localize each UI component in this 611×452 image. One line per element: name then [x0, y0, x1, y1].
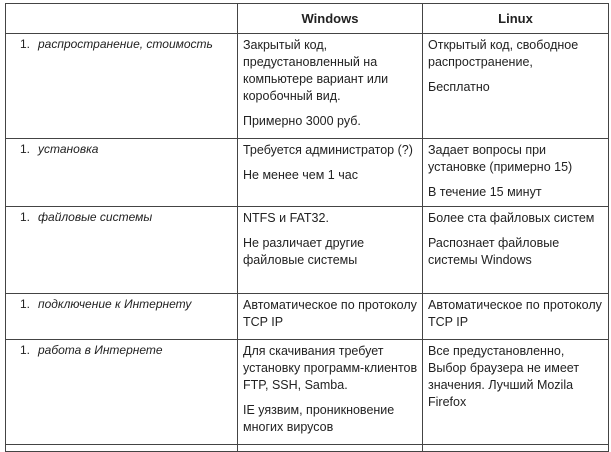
windows-text: IE уязвим, проникновение многих вирусов [243, 403, 395, 434]
table-row [6, 207, 609, 294]
table-row [6, 34, 609, 139]
linux-text: Задает вопросы при установке (примерно 15) [428, 143, 573, 174]
windows-text: Не различает другие файловые системы [243, 236, 365, 267]
linux-text: В течение 15 минут [428, 185, 542, 199]
table-row [6, 139, 609, 207]
criterion-cell [6, 340, 238, 445]
header-row [6, 4, 609, 34]
windows-text: Требуется администратор (?) [243, 143, 413, 157]
criterion-cell [6, 294, 238, 340]
windows-cell [238, 139, 423, 207]
criterion-cell [6, 139, 238, 207]
windows-cell [238, 340, 423, 445]
criterion-cell [6, 207, 238, 294]
linux-text: Автоматическое по протоколу TCP IP [428, 298, 602, 329]
windows-cell [238, 34, 423, 139]
linux-cell [423, 34, 609, 139]
linux-text: Все предустановленно, Выбор браузера не имеет значения. Лучший Mozila Firefox [428, 344, 580, 409]
criterion-label: файловые системы [38, 210, 153, 224]
criterion-label: установка [38, 142, 99, 156]
windows-text: Для скачивания требует установку программ-клиентов FTP, SSH, Samba. [243, 344, 418, 392]
windows-text: Закрытый код, предустановленный на компьютере вариант или коробочный вид. [243, 38, 389, 103]
row-number: 1. [20, 37, 31, 51]
criterion-label: подключение к Интернету [38, 297, 192, 311]
linux-text: Более ста файловых систем [428, 211, 595, 225]
linux-text: Открытый код, свободное распространение, [428, 38, 579, 69]
header-criterion [6, 4, 238, 34]
comparison-table [5, 3, 609, 452]
criterion-cell [6, 34, 238, 139]
linux-text: Распознает файловые системы Windows [428, 236, 560, 267]
linux-cell [423, 340, 609, 445]
row-number: 1. [20, 343, 31, 357]
criterion-label: распространение, стоимость [38, 37, 213, 51]
linux-cell [423, 294, 609, 340]
header-windows: Windows [238, 4, 423, 34]
table-row [6, 340, 609, 445]
windows-cell [238, 207, 423, 294]
row-number: 1. [20, 297, 31, 311]
linux-cell [423, 207, 609, 294]
criterion-label: работа в Интернете [38, 343, 163, 357]
windows-text: Примерно 3000 руб. [243, 114, 361, 128]
windows-text: NTFS и FAT32. [243, 211, 329, 225]
table-row [6, 294, 609, 340]
linux-text: Бесплатно [428, 80, 490, 94]
row-number: 1. [20, 210, 31, 224]
windows-text: Автоматическое по протоколу TCP IP [243, 298, 417, 329]
linux-cell [423, 139, 609, 207]
header-linux: Linux [423, 4, 609, 34]
windows-text: Не менее чем 1 час [243, 168, 358, 182]
windows-cell [238, 294, 423, 340]
row-number: 1. [20, 142, 31, 156]
